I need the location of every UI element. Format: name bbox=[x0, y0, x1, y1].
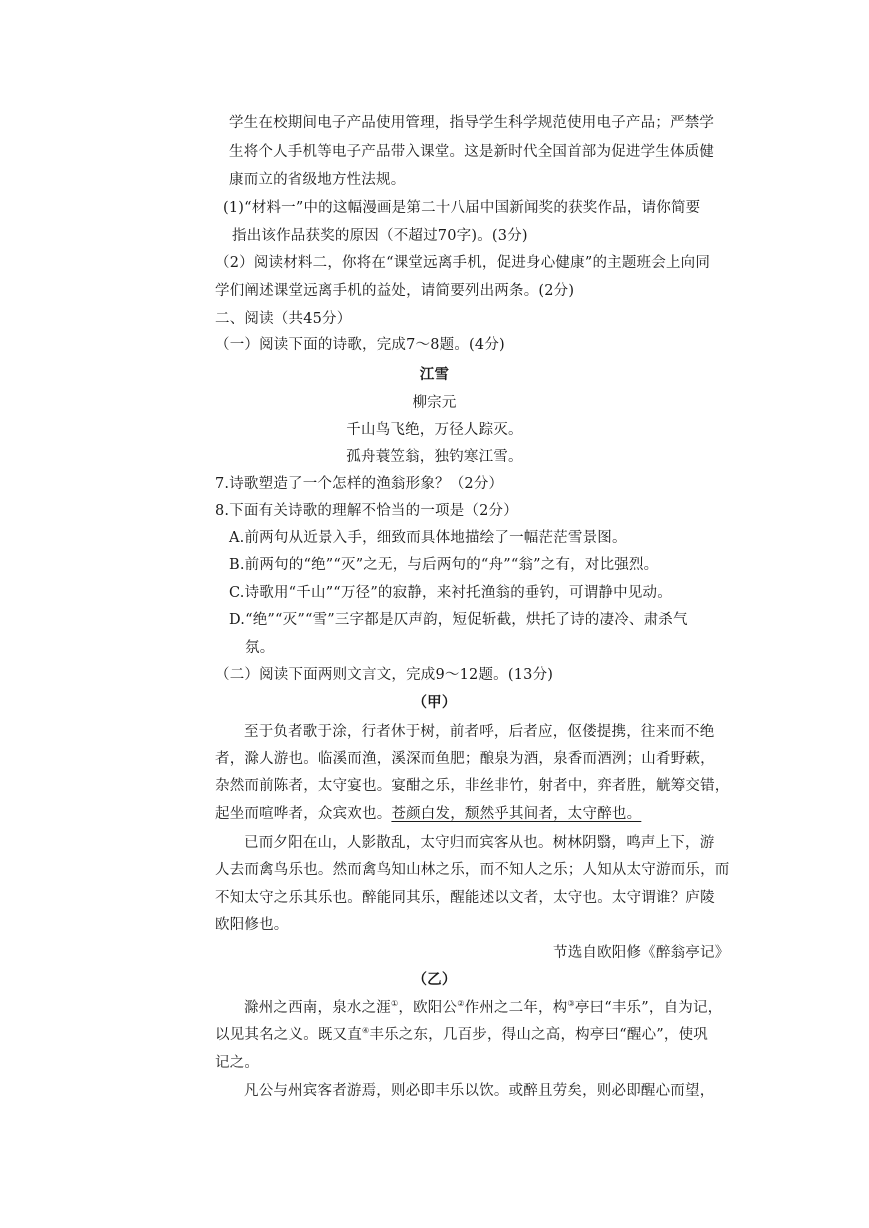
passage-line: 杂然而前陈者，太守宴也。宴酣之乐，非丝非竹，射者中，弈者胜，觥筹交错， bbox=[215, 778, 730, 794]
passage-line: 至于负者歌于涂，行者休于树，前者呼，后者应，伛偻提携，往来而不绝 bbox=[244, 724, 715, 740]
poem-line: 孤舟蓑笠翁，独钓寒江雪。 bbox=[346, 449, 523, 465]
option-a: A.前两句从近景入手，细致而具体地描绘了一幅茫茫雪景图。 bbox=[229, 530, 627, 546]
question-6-1-cont: 指出该作品获奖的原因（不超过70字)。(3分) bbox=[232, 228, 528, 244]
poem-line: 千山鸟飞绝，万径人踪灭。 bbox=[346, 422, 523, 438]
passage-yi-title: （乙） bbox=[412, 971, 457, 988]
part-heading: （二）阅读下面两则文言文，完成9～12题。(13分) bbox=[215, 667, 554, 683]
passage-line: 人去而禽鸟乐也。然而禽鸟知山林之乐，而不知人之乐；人知从太守游而乐，而 bbox=[215, 862, 730, 878]
question-7: 7.诗歌塑造了一个怎样的渔翁形象？（2分） bbox=[215, 476, 504, 492]
passage-line bbox=[215, 1026, 708, 1044]
passage-line: 记之。 bbox=[215, 1055, 260, 1071]
question-6-2: （2）阅读材料二，你将在“课堂远离手机，促进身心健康”的主题班会上向同 bbox=[215, 255, 711, 271]
passage-text: 丰乐之东，几百步，得山之高，构亭曰“醒心”，使巩 bbox=[369, 1027, 708, 1043]
passage-text: 作州之二年，构 bbox=[464, 1000, 568, 1016]
passage-line: 欧阳修也。 bbox=[215, 917, 289, 933]
passage-jia-title: （甲） bbox=[412, 694, 457, 711]
passage-text: 起坐而喧哗者，众宾欢也。 bbox=[215, 806, 392, 822]
passage-text: 以见其名之义。既又直 bbox=[215, 1027, 362, 1043]
material-line: 康而立的省级地方性法规。 bbox=[229, 172, 406, 188]
passage-text: ，欧阳公 bbox=[398, 1000, 458, 1016]
part-heading: （一）阅读下面的诗歌，完成7～8题。(4分) bbox=[215, 337, 505, 353]
passage-line: 者，滁人游也。临溪而渔，溪深而鱼肥；酿泉为酒，泉香而酒洌；山肴野蔌， bbox=[215, 751, 715, 767]
footnote-marker: ④ bbox=[362, 1026, 370, 1036]
underlined-sentence: 苍颜白发，颓然乎其间者，太守醉也。 bbox=[391, 806, 642, 822]
section-heading: 二、阅读（共45分） bbox=[215, 311, 352, 327]
question-8: 8.下面有关诗歌的理解不恰当的一项是（2分） bbox=[215, 503, 518, 519]
material-line: 学生在校期间电子产品使用管理，指导学生科学规范使用电子产品；严禁学 bbox=[229, 115, 715, 131]
passage-text: 滁州之西南，泉水之涯 bbox=[244, 1000, 391, 1016]
passage-line bbox=[244, 999, 722, 1017]
question-6-1: (1)“材料一”中的这幅漫画是第二十八届中国新闻奖的获奖作品，请你简要 bbox=[223, 200, 701, 216]
poem-title: 江雪 bbox=[419, 366, 450, 383]
passage-text: 亭曰“丰乐”，自为记， bbox=[574, 1000, 723, 1016]
passage-line: 凡公与州宾客者游焉，则必即丰乐以饮。或醉且劳矣，则必即醒心而望， bbox=[244, 1083, 715, 1099]
poem-author: 柳宗元 bbox=[412, 395, 457, 411]
option-d: D.“绝”“灭”“雪”三字都是仄声韵，短促斩截，烘托了诗的凄冷、肃杀气 bbox=[229, 612, 688, 628]
material-line: 生将个人手机等电子产品带入课堂。这是新时代全国首部为促进学生体质健 bbox=[229, 144, 715, 160]
passage-line: 不知太守之乐其乐也。醉能同其乐，醒能述以文者，太守也。太守谓谁？庐陵 bbox=[215, 890, 715, 906]
option-c: C.诗歌用“千山”“万径”的寂静，来衬托渔翁的垂钓，可谓静中见动。 bbox=[229, 585, 672, 601]
footnote-marker: ① bbox=[391, 999, 399, 1009]
passage-source: 节选自欧阳修《醉翁亭记》 bbox=[553, 945, 730, 961]
footnote-marker: ③ bbox=[567, 999, 575, 1009]
passage-line bbox=[215, 805, 641, 823]
option-b: B.前两句的“绝”“灭”之无，与后两句的“舟”“翁”之有，对比强烈。 bbox=[229, 557, 659, 573]
footnote-marker: ② bbox=[457, 999, 465, 1009]
passage-line: 已而夕阳在山，人影散乱，太守归而宾客从也。树林阴翳，鸣声上下，游 bbox=[244, 835, 715, 851]
option-d-cont: 氛。 bbox=[245, 640, 275, 656]
question-6-2-cont: 学们阐述课堂远离手机的益处，请简要列出两条。(2分) bbox=[215, 283, 575, 299]
